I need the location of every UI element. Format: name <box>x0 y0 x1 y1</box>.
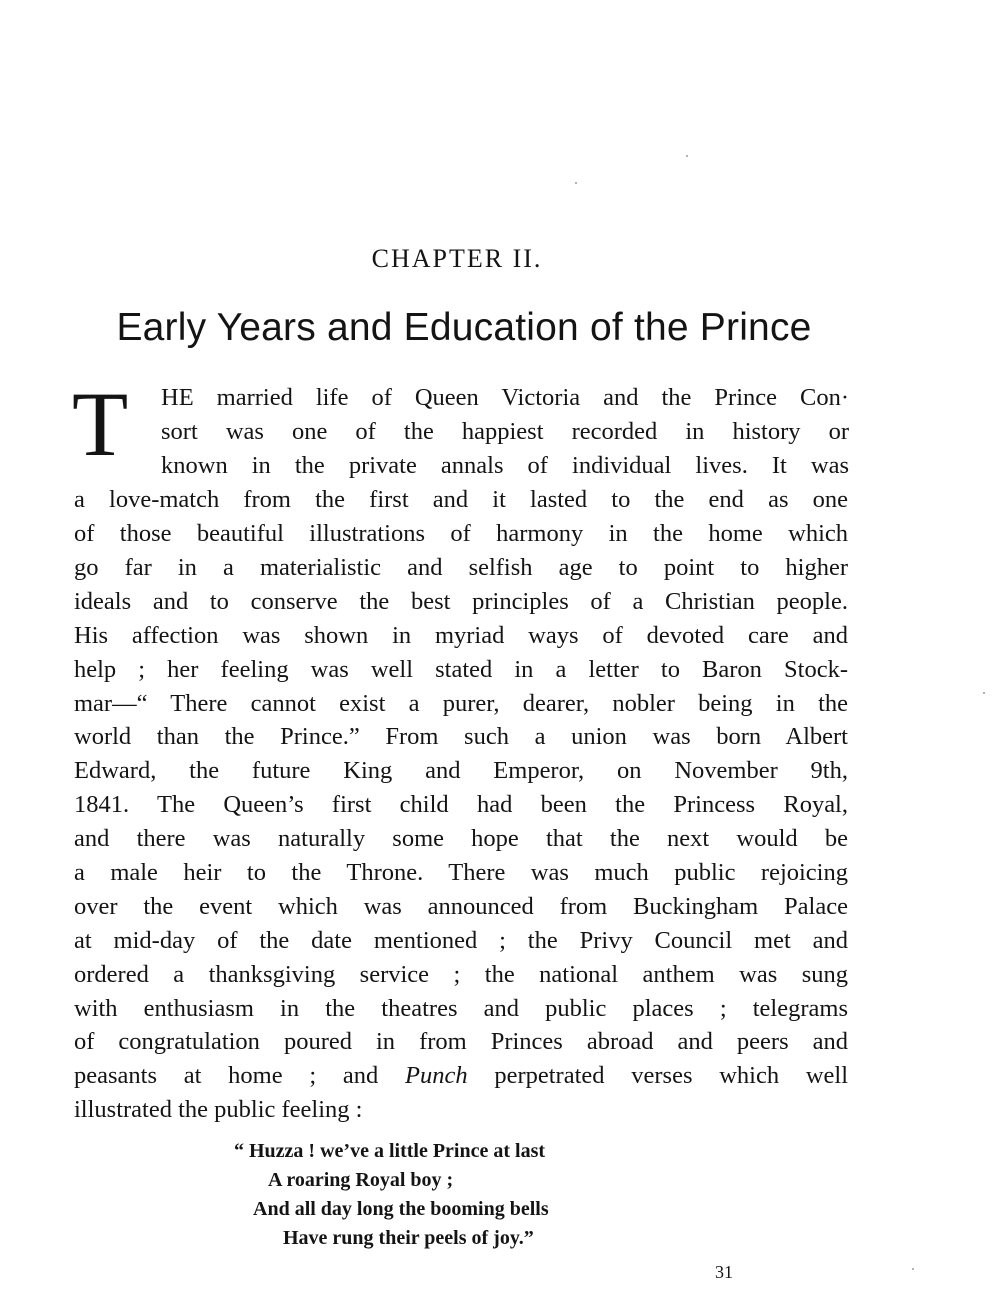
chapter-title: Early Years and Education of the Prince <box>116 306 812 349</box>
body-line: world than the Prince.” From such a union was born Albert <box>74 723 848 750</box>
scan-speck <box>686 155 688 157</box>
line-text: perpetrated verses which well <box>494 1062 849 1089</box>
page-number: 31 <box>715 1262 733 1282</box>
chapter-label: CHAPTER II. <box>371 244 543 273</box>
verse-line: A roaring Royal boy ; <box>268 1169 454 1191</box>
verse-line: And all day long the booming bells <box>253 1198 549 1220</box>
body-line: and there was naturally some hope that the next would be <box>74 825 848 852</box>
body-line: go far in a materialistic and selfish age to point to higher <box>74 554 848 581</box>
body-line: with enthusiasm in the theatres and public places ; telegrams <box>74 995 848 1022</box>
verse-line: “ Huzza ! we’ve a little Prince at last <box>234 1140 546 1162</box>
scan-speck <box>912 1268 914 1270</box>
drop-cap: T <box>72 373 129 475</box>
scan-speck <box>983 692 985 694</box>
verse-line: Have rung their peels of joy.” <box>283 1227 534 1249</box>
body-line-with-italic <box>74 1059 848 1093</box>
body-line: Edward, the future King and Emperor, on November 9th, <box>74 757 848 784</box>
body-line: a love-match from the first and it lasted to the end as one <box>74 486 848 513</box>
body-line-last: illustrated the public feeling : <box>74 1096 363 1123</box>
body-line: at mid-day of the date mentioned ; the Privy Council met and <box>74 927 848 954</box>
body-line: of congratulation poured in from Princes abroad and peers and <box>74 1028 848 1055</box>
body-line: ordered a thanksgiving service ; the national anthem was sung <box>74 961 848 988</box>
body-line: sort was one of the happiest recorded in history or <box>161 418 849 445</box>
scan-speck <box>575 182 577 184</box>
body-line: known in the private annals of individual lives. It was <box>161 452 849 479</box>
body-line: 1841. The Queen’s first child had been the Princess Royal, <box>74 791 848 818</box>
punch-italic: Punch <box>405 1062 468 1089</box>
body-line: mar—“ There cannot exist a purer, dearer, nobler being in the <box>74 690 848 717</box>
body-line: a male heir to the Throne. There was much public rejoicing <box>74 859 848 886</box>
body-line: ideals and to conserve the best principles of a Christian people. <box>74 588 848 615</box>
body-line: of those beautiful illustrations of harmony in the home which <box>74 520 848 547</box>
body-line: over the event which was announced from Buckingham Palace <box>74 893 848 920</box>
body-line: help ; her feeling was well stated in a letter to Baron Stock- <box>74 656 848 683</box>
body-line: HE married life of Queen Victoria and the Prince Con· <box>161 384 849 411</box>
line-text: peasants at home ; and <box>74 1062 379 1089</box>
body-line: His affection was shown in myriad ways of devoted care and <box>74 622 848 649</box>
